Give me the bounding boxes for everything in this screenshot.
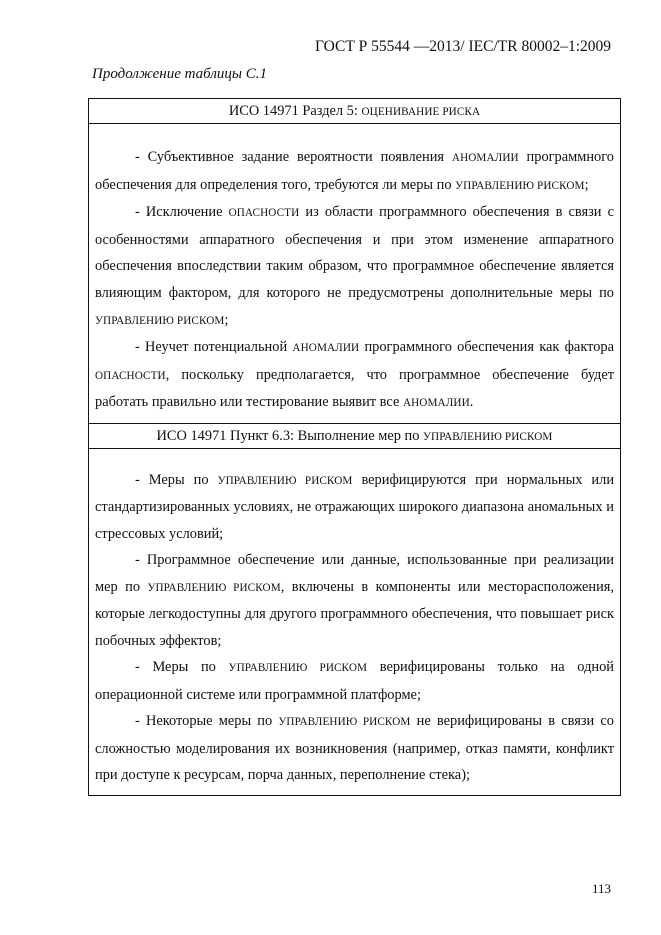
list-item xyxy=(95,467,614,548)
defined-term: УПРАВЛЕНИЮ РИСКОМ xyxy=(455,179,585,192)
text-run: ; xyxy=(224,311,229,328)
list-item xyxy=(95,654,614,708)
list-item xyxy=(95,199,614,334)
section-heading-term: ОЦЕНИВАНИЕ РИСКА xyxy=(361,106,481,118)
section-body xyxy=(89,124,621,424)
section-body-row xyxy=(89,124,621,424)
text-run: программного обеспечения для определения того, требуются ли меры по xyxy=(95,149,614,193)
list-item xyxy=(95,547,614,654)
section-heading-row xyxy=(89,99,621,124)
defined-term: ОПАСНОСТИ xyxy=(228,207,300,220)
text-run: - Программное обеспечение или данные, использованные при реализации мер по xyxy=(95,552,614,595)
page-number: 113 xyxy=(591,881,611,896)
section-body-row xyxy=(89,448,621,795)
text-run: - Субъективное задание вероятности появления xyxy=(135,149,452,165)
section-heading-text: ИСО 14971 Раздел 5: xyxy=(228,103,362,119)
section-heading-term: УПРАВЛЕНИЮ РИСКОМ xyxy=(423,430,553,443)
defined-term: АНОМАЛИИ xyxy=(402,397,470,410)
risk-table xyxy=(88,98,621,796)
text-run: верифицируются при нормальных или стандартизированных условиях, не отражающих широкого диапазона аномальных и стрессовых условий; xyxy=(95,471,615,542)
section-heading-text: ИСО 14971 Пункт 6.3: Выполнение мер по xyxy=(156,427,424,444)
text-run: - Меры по xyxy=(135,659,229,676)
text-run: - Исключение xyxy=(135,204,229,221)
text-run: из области программного обеспечения в связи с особенностями аппаратного обеспечения и при этом изменение аппаратного обеспечения впоследствии таким образом, что программное обеспечение является влияющим фактором, для которого не предусмотрены дополнительные меры по xyxy=(95,204,614,301)
text-run: - Некоторые меры по xyxy=(135,713,279,730)
defined-term: УПРАВЛЕНИЮ РИСКОМ xyxy=(147,581,281,594)
section-body xyxy=(89,448,621,795)
defined-term: АНОМАЛИИ xyxy=(451,152,519,164)
section-heading-row xyxy=(89,423,621,448)
defined-term: ОПАСНОСТИ xyxy=(95,369,166,382)
section-heading xyxy=(89,99,621,124)
defined-term: АНОМАЛИИ xyxy=(292,342,360,355)
defined-term: УПРАВЛЕНИЮ РИСКОМ xyxy=(228,662,368,675)
list-item xyxy=(95,334,614,417)
defined-term: УПРАВЛЕНИЮ РИСКОМ xyxy=(217,474,353,487)
text-run: - Неучет потенциальной xyxy=(135,339,293,356)
defined-term: УПРАВЛЕНИЮ РИСКОМ xyxy=(278,716,411,729)
defined-term: УПРАВЛЕНИЮ РИСКОМ xyxy=(95,314,225,327)
text-run: верифицированы только на одной операционной системе или программной платформе; xyxy=(95,659,615,703)
text-run: , поскольку предполагается, что программное обеспечение будет работать правильно или тестирование выявит все xyxy=(95,366,614,411)
section-heading xyxy=(89,423,621,448)
text-run: программного обеспечения как фактора xyxy=(359,339,614,356)
list-item xyxy=(95,144,614,199)
document-header: ГОСТ Р 55544 —2013/ IEC/TR 80002–1:2009 xyxy=(315,38,611,55)
list-item xyxy=(95,708,614,789)
table-continuation-caption: Продолжение таблицы С.1 xyxy=(92,66,268,82)
text-run: не верифицированы в связи со сложностью моделирования их возникновения (например, отказ памяти, конфликт при доступе к ресурсам, порча данных, переполнение стека); xyxy=(95,713,615,784)
text-run: , включены в компоненты или месторасположения, которые легкодоступны для другого программного обеспечения, что повышает риск побочных эффектов; xyxy=(95,578,615,649)
text-run: - Меры по xyxy=(135,471,218,488)
text-run: . xyxy=(469,394,474,411)
text-run: ; xyxy=(584,176,589,193)
